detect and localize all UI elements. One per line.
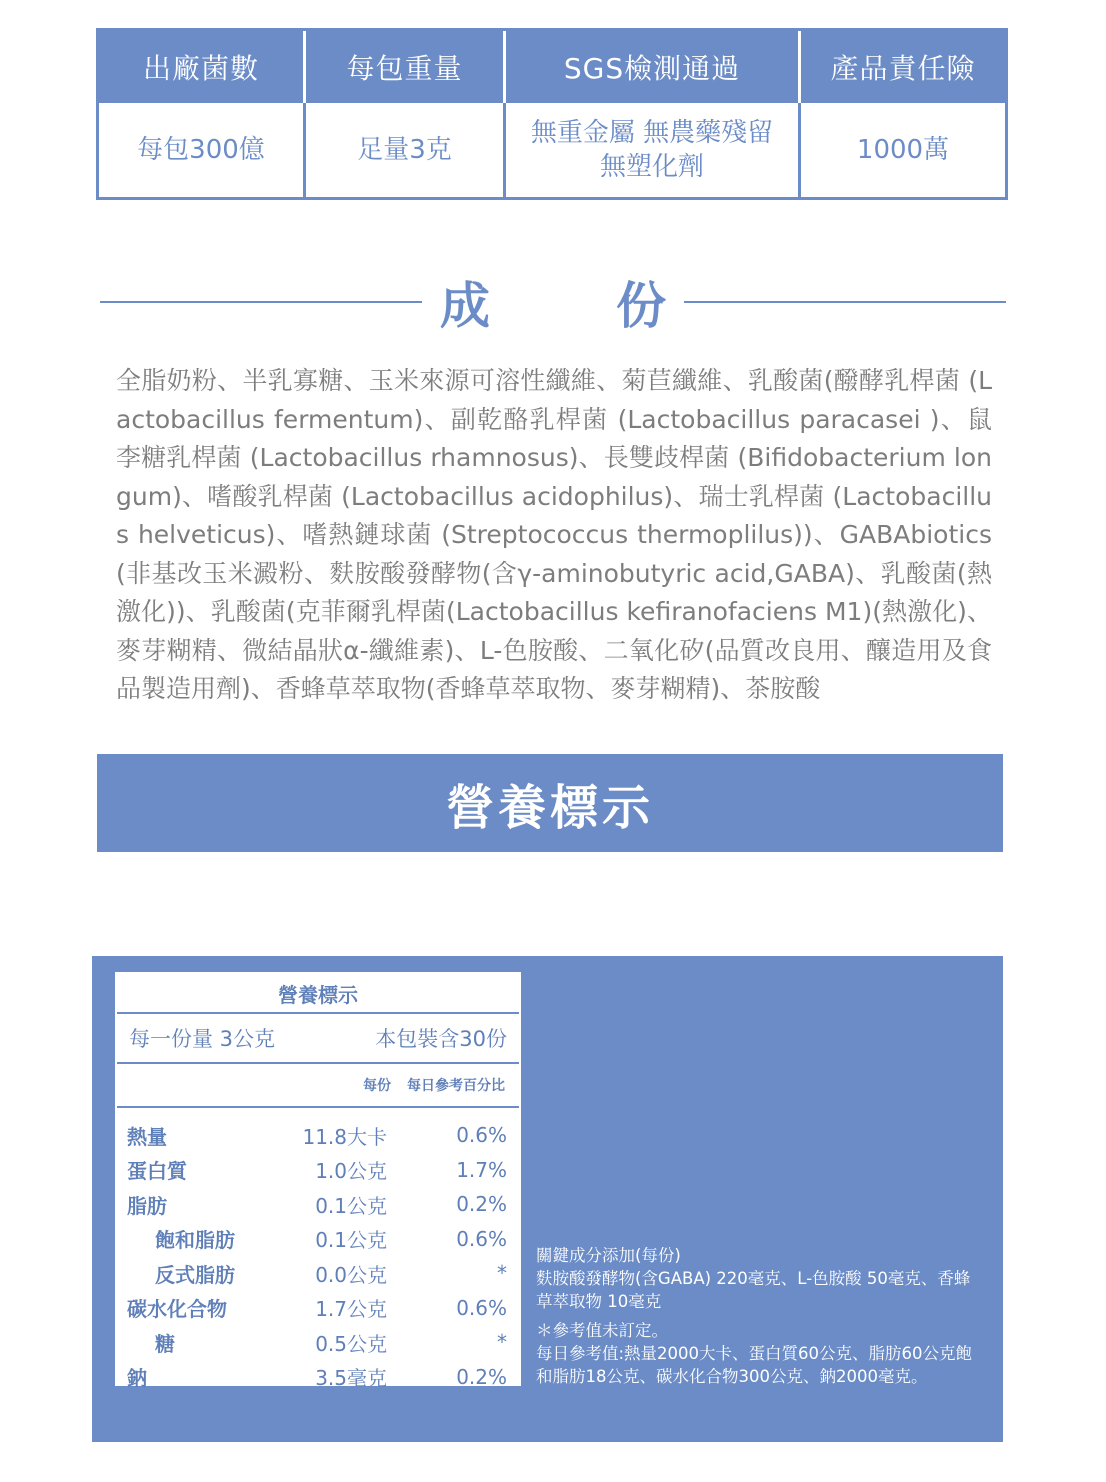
- nutrient-pct: *: [497, 1261, 507, 1286]
- table-row: [117, 1291, 519, 1326]
- spec-value-sgs-line2: 無塑化劑: [599, 152, 704, 182]
- spec-value-weight: 足量3克: [306, 103, 506, 197]
- spec-header-row: [99, 31, 1005, 103]
- nutrient-pct: 1.7%: [456, 1157, 507, 1182]
- col-daily-pct: 每日參考百分比: [407, 1078, 505, 1094]
- heading-divider-right: [684, 301, 1006, 303]
- spec-header-weight: 每包重量: [306, 31, 506, 103]
- nutrient-pct: *: [497, 1330, 507, 1355]
- nutrition-table: [115, 972, 521, 1391]
- nutrition-banner: 營養標示: [97, 754, 1003, 852]
- spec-header-count: 出廠菌數: [99, 31, 306, 103]
- nutrient-name: 熱量: [127, 1124, 167, 1149]
- spec-value-count: 每包300億: [99, 103, 306, 197]
- key-ingredients-detail: 麩胺酸發酵物(含GABA) 220毫克、L-色胺酸 50毫克、香蜂草萃取物 10毫克: [536, 1269, 971, 1311]
- nutrient-value: 0.1公克: [315, 1228, 387, 1253]
- table-row: [117, 1222, 519, 1257]
- heading-divider-left: [100, 301, 422, 303]
- nutrient-name: 糖: [155, 1331, 175, 1356]
- nutrition-panel: [92, 956, 1003, 1442]
- table-row: [117, 1325, 519, 1360]
- ingredients-title: [440, 262, 666, 342]
- nutrient-value: 0.5公克: [315, 1331, 387, 1356]
- table-row: [117, 1256, 519, 1291]
- nutrient-value: 1.0公克: [315, 1159, 387, 1184]
- nutrient-name: 脂肪: [127, 1193, 167, 1218]
- nutrient-value: 11.8大卡: [302, 1124, 387, 1149]
- spec-value-insurance: 1000萬: [856, 135, 950, 165]
- nutrient-pct: 0.2%: [456, 1192, 507, 1217]
- serving-row: [117, 1014, 519, 1064]
- nutrient-value: 0.0公克: [315, 1262, 387, 1287]
- table-row: [117, 1187, 519, 1222]
- ingredients-title-char-2: 份: [616, 277, 666, 335]
- table-row: [117, 1153, 519, 1188]
- nutrition-table-title: 營養標示: [117, 974, 519, 1014]
- nutrition-notes: [536, 1244, 986, 1388]
- spec-value-row: [99, 103, 1005, 197]
- spec-header-sgs: SGS檢測通過: [506, 31, 801, 103]
- col-per-serving: 每份: [363, 1078, 391, 1094]
- nutrient-value: 0.1公克: [315, 1193, 387, 1218]
- nutrient-name: 碳水化合物: [127, 1297, 227, 1322]
- servings-per-pack: 本包裝含30份: [375, 1027, 507, 1051]
- spec-header-insurance: 產品責任險: [830, 52, 976, 85]
- serving-size: 每一份量 3公克: [129, 1027, 276, 1051]
- ingredients-text: 全脂奶粉、半乳寡糖、玉米來源可溶性纖維、菊苣纖維、乳酸菌(醱酵乳桿菌 (Lactobacillus fermentum)、副乾酪乳桿菌 (Lactobacillus paracasei )、鼠李糖乳桿菌 (Lactobacillus rhamnosus)、長雙歧桿菌 (Bifidobacterium longum)、嗜酸乳桿菌 (Lactobacillus acidophilus)、瑞士乳桿菌 (Lactobacillus helveticus)、嗜熱鏈球菌 (Streptococcus thermoplilus))、GABAbiotics(非基改玉米澱粉、麩胺酸發酵物(含γ-aminobutyric acid,GABA)、乳酸菌(熱激化))、乳酸菌(克菲爾乳桿菌(Lactobacillus kefiranofaciens M1)(熱激化)、麥芽糊精、微結晶狀α-纖維素)、L-色胺酸、二氧化矽(品質改良用、釀造用及食品製造用劑)、香蜂草萃取物(香蜂草萃取物、麥芽糊精)、茶胺酸: [116, 366, 992, 703]
- nutrient-value: 3.5毫克: [315, 1366, 387, 1391]
- nutrient-name: 反式脂肪: [155, 1262, 235, 1287]
- daily-reference-note: 每日參考值:熱量2000大卡、蛋白質60公克、脂肪60公克飽和脂肪18公克、碳水化合物300公克、鈉2000毫克。: [536, 1344, 973, 1386]
- key-ingredients-title: 關鍵成分添加(每份): [536, 1246, 681, 1265]
- ingredients-heading: [100, 262, 1006, 342]
- nutrient-value: 1.7公克: [315, 1297, 387, 1322]
- nutrient-name: 鈉: [127, 1366, 147, 1391]
- asterisk-note: ＊參考值未訂定。: [536, 1321, 668, 1340]
- spec-value-sgs: [506, 103, 801, 197]
- column-headers: [117, 1064, 519, 1108]
- nutrient-pct: 0.6%: [456, 1295, 507, 1320]
- ingredients-title-char-1: 成: [440, 277, 490, 335]
- table-row: [117, 1118, 519, 1153]
- nutrient-pct: 0.6%: [456, 1226, 507, 1251]
- spec-table: [96, 28, 1008, 200]
- nutrient-rows: [117, 1108, 519, 1394]
- spec-value-sgs-line1: 無重金屬 無農藥殘留: [530, 118, 774, 148]
- table-row: [117, 1360, 519, 1395]
- nutrient-name: 蛋白質: [127, 1159, 187, 1184]
- nutrient-pct: 0.6%: [456, 1123, 507, 1148]
- nutrient-name: 飽和脂肪: [155, 1228, 235, 1253]
- nutrient-pct: 0.2%: [456, 1364, 507, 1389]
